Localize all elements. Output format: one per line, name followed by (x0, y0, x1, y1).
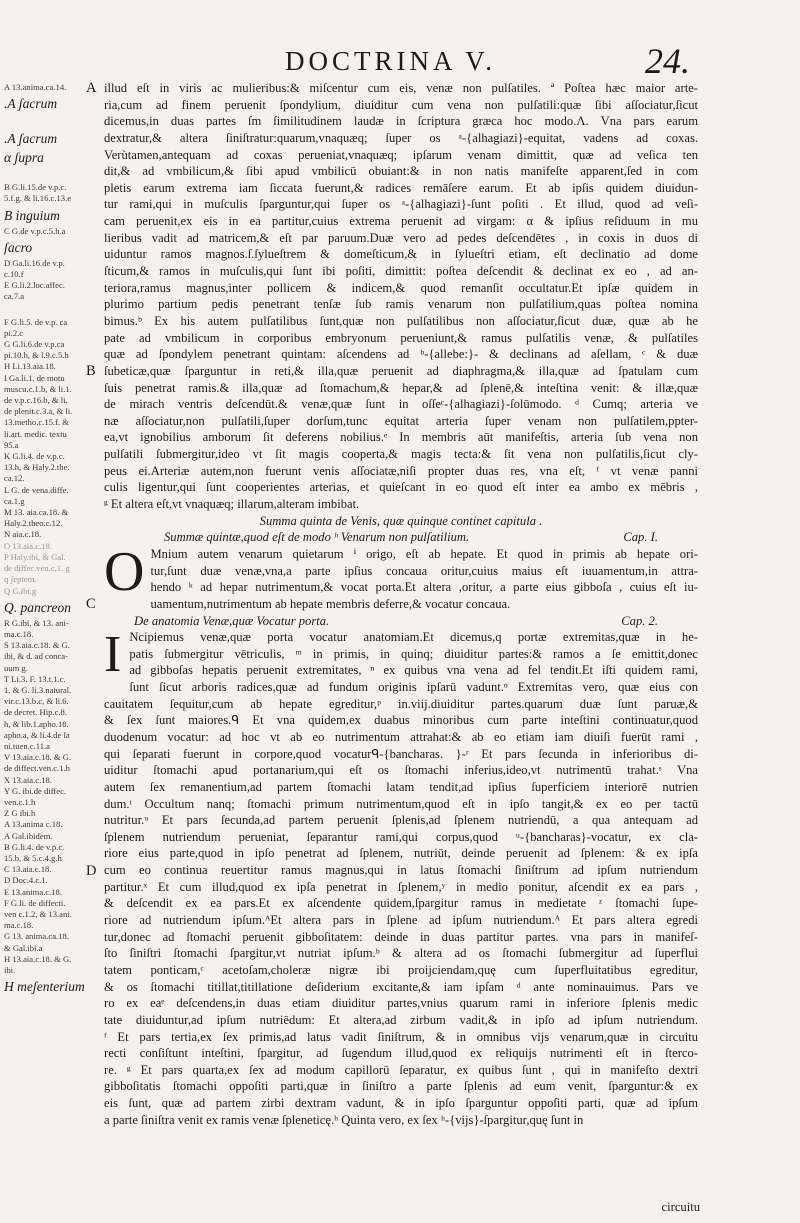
summa-heading: Summa quinta de Venis, quæ quinque continet capitula . (259, 513, 543, 528)
margin-note: R G.ibi, & 13. ani- (4, 617, 69, 628)
column-letter: C (86, 596, 96, 613)
margin-note: N aia.c.18. (4, 529, 42, 540)
chapter-1-lines (104, 546, 698, 613)
margin-note: E G.li.2.loc.affec. (4, 280, 65, 291)
margin-note: B G.li.15.de v.p.c. (4, 182, 67, 193)
text-line: cauitatem ſequitur,cum ab hepate egreditur,ᵖ in.viij.diuiditur partes.quarum duæ ſunt paruæ,& (104, 696, 698, 711)
margin-notes (4, 82, 102, 997)
margin-note (4, 303, 102, 317)
text-line: ſticum,& ramos in muſculis,qui ſunt ibi poſiti, dimittit: poſtea deſcendit & declinat ex eo , ad an- (104, 264, 698, 279)
chapter-2-body (104, 629, 698, 1128)
text-line: & ſex ſunt maiores.ᑫ Et vna quidem,ex duabus minoribus cum parte inteſtini continuatur,quod (104, 713, 698, 728)
catchword: circuitu (661, 1200, 700, 1214)
text-line: tate diuiduntur,ad ipſum nutriēdum: Et altera,ad zirbum vadit,& in ipſo ad ipſum nutriendum. (104, 1012, 698, 1027)
text-line: uamentum,nutrimentum ab hepate membris deferre,& vocatur concaua. (150, 596, 511, 611)
margin-note: Z G ibi.h (4, 808, 36, 819)
margin-note: Y G. ibi.de diffec. (4, 785, 67, 796)
margin-note: apho.a, & li.4.de ſa (4, 729, 70, 740)
text-line: Ncipiemus venæ,quæ porta vocatur anatomiam.Et dicemus,q portæ extremitas,quæ in he- (129, 630, 698, 645)
margin-note: 5.f.g. & li.16.c.13.e (4, 193, 72, 204)
text-line: tur rami,qui in muſculis ſparguntur,qui ſuper os ᵃ-{alhagiazi}-ſunt poſiti . Et illud, quod ad veſi- (104, 197, 698, 212)
text-line: ſuis penetrat ramis.& illa,quæ ad ſtomachum,& hepar,& ad ſplenē,& inteſtina venit: & illæ,quæ (104, 380, 698, 395)
margin-note: ni.tuen.c.11.a (4, 740, 50, 751)
chapter-2-label: Cap. 2. (621, 613, 658, 628)
text-line: de mirach ventris deſcendūt.& venæ,quæ ſunt in oſſeᶜ-{alhagiazi}-ſolūmodo. ᵈ Cumq; arteria ve (104, 397, 698, 412)
text-line: cam peruenit,ex eis in ea partitur,cuius extrema peruenit ad virgam: α & ipſius reſiduum in mu (104, 214, 698, 229)
margin-note: V 13.aia.c.18. & G. (4, 752, 72, 763)
margin-note: G G.li.6.de v.p.ca (4, 339, 65, 350)
margin-note: de diffect.ven.c.1.h (4, 763, 70, 774)
text-line: ad gibboſas hepatis peruenit extremitates, ⁿ ex quibus vna vena ad fel tendit.Et iſti quidem rami, (129, 663, 698, 678)
chapter-1-dropcap: O (104, 545, 145, 603)
margin-note: 95.a (4, 439, 19, 450)
margin-note: de diffec.ven.c.1. g (4, 563, 70, 574)
margin-note-list (4, 95, 102, 995)
text-line: autem ſex remanentium,ad partem ſtomachi latam tendit,ad ipſius ſuperficiem interiorē nutrien (104, 779, 698, 794)
text-line: duodenum vocatur: ad hoc vt ab eo nutrimentum attrahat:& ab eo etiam iam diuiſi fuerūt rami , (104, 729, 698, 744)
margin-note (4, 114, 102, 128)
margin-note: H meʃenterium (4, 979, 85, 995)
text-line: patis ſubmergitur vētriculis, ᵐ in primis, in quinq; diuiditur partes:& ramos a ſe emittit,donec (129, 646, 698, 661)
column-letter: D (86, 862, 97, 879)
margin-note: O 13.aia.c.18. (4, 540, 52, 551)
margin-note: K G.li.4. de v.p.c. (4, 451, 65, 462)
text-line: Mnium autem venarum quietarum ⁱ origo, eſt ab hepate. Et quod in primis ab hepate ori- (150, 546, 698, 561)
margin-note: .A ʃacrum (4, 96, 58, 112)
margin-note: L G. de vena.diffe. (4, 484, 69, 495)
text-line: a parte ſiniſtra venit ex ramis venæ ſpleneticę.ʰ Quinta vero, ex ſex ʰ-{vijs}-ſpargitur,quę ſunt in (104, 1112, 584, 1127)
margin-note: F G.li.5. de v.p. ca (4, 316, 68, 327)
text-line: tur,donec ad ſtomachi peruenit gibboſitatem: deinde in duas partitur partes. vna pars in manifeſ- (104, 929, 698, 944)
margin-note: vir.c.13.b.c, & li.6. (4, 696, 69, 707)
margin-note: de v.p.c.16.b, & li. (4, 395, 68, 406)
margin-note: ven c.1.2, & 13.ani. (4, 908, 72, 919)
margin-note: T Li.3. F. 13.t.1.c. (4, 673, 66, 684)
text-line: peus ei.Arteriæ autem,non fuerunt venis aſſociatæ,niſi propter duas res, vna eſt, ᶠ vt venæ panni (104, 463, 698, 478)
margin-note: ca.1.g (4, 495, 25, 506)
column-letter: B (86, 363, 96, 380)
margin-note: pi.2.c (4, 327, 24, 338)
chapter-2-lines (104, 629, 698, 1128)
text-line: re. ᵍ Et pars quarta,ex ſex ad modum capillorū ſeparatur, ex quibus ſunt , qui in manifeſto dextri (104, 1062, 698, 1077)
margin-note: X 13.aia.c.18. (4, 774, 52, 785)
margin-note: C G.de v.p.c.5.h.a (4, 225, 66, 236)
margin-note: ma.c.18. (4, 920, 34, 931)
paragraph-arteries (104, 80, 698, 513)
text-line: dextratur,& altera ſiniſtratur:quarum,vnaquæq; ſuper os ᵃ-{alhagiazi}-equitat, vadens ad coxas. (104, 130, 698, 145)
text-line: pulſatili ſubmergitur,ideo vt ſit magis cooperta,& magis tecta:& ſit vena non pulſatilis,ſicut cly- (104, 447, 698, 462)
margin-note: S 13.aia.c.18. & G. (4, 640, 70, 651)
margin-note: .A ʃacrum (4, 131, 58, 147)
text-line: riore ad nutriendum ipſum.ᴬEt altera pars in ſplene ad ipſum nutriendum.ᴬ Et pars altera egredi (104, 913, 698, 928)
text-line: pate ad vmbilicum in corporibus embryonum perueniunt,& ramus pulſatilis venæ, & pulſatiles (104, 330, 698, 345)
chapter-1-title: Summæ quintæ,quod eſt de modo ʰ Venarum non pulſatilium. (164, 530, 470, 545)
margin-note: q ʃeptem. (4, 574, 37, 585)
margin-note: C 13.aia.c.18. (4, 864, 52, 875)
text-line: dit,& ad vmbilicum,& ſibi apud vmbilicū obuiant:& in non natis manifeſte apparent,ſed in com (104, 164, 698, 179)
text-line: qui ſeparati fuerunt in corpore,quod vocaturᑫ-{bancharas. }-ʳ Et pars ſecunda in inferioribus di- (104, 746, 698, 761)
text-line: tatem ponticam,ᶜ acetoſam,choleræ nigræ ibi proijciendam,quę cum ſuperfluitatibus egreditur, (104, 962, 698, 977)
margin-note: M 13. aia.ca.18. & (4, 507, 69, 518)
page-header (100, 41, 690, 81)
margin-note: 13.h, & Haly.2.the. (4, 462, 70, 473)
text-line: ea,vt ignobilius amborum ſit deferens nobilius.ᵉ In membris aūt manifeſtis, arteria ſub vena non (104, 430, 698, 445)
margin-note: ibi, & d. ad conca- (4, 651, 68, 662)
column-letter: A (86, 80, 97, 96)
text-line: pletis earum extrema iam ſiccata fuerunt,& radices remāſere earum. Et ab ipſis quidem diuidun- (104, 180, 698, 195)
margin-note: ven.c.1.h (4, 796, 36, 807)
margin-note: muscu.c.1.b, & li.1. (4, 383, 72, 394)
margin-note: D Ga.li.16.de v.p. (4, 257, 65, 268)
margin-note: 13.metho.c.15.f. & (4, 417, 69, 428)
chapter-1-heading (104, 529, 698, 546)
margin-note: ma.c.18. (4, 628, 34, 639)
text-line: uiduntur ramos magnos.ſ.ſylueſtrem & domeſticum,& in ſylueſtri etiam, eſt declinatio ad dome (104, 247, 698, 262)
margin-note: 1. & G. li.3.natural. (4, 684, 72, 695)
text-line: Verùtamen,antequam ad coxas perueniat,vnaquæq; ipſarum venam dimittit, quæ ad veſica ten (104, 147, 698, 162)
text-line: riore eius parte,quod in ipſo penetrat ad ſplenem, nutriūt, deinde peruenit ad ſplenem: & ex ipſa (104, 846, 698, 861)
margin-note: B G.li.4. de v.p.c. (4, 841, 65, 852)
margin-note: de decret. Hip.c.8. (4, 707, 67, 718)
text-line: dicemus,in duas partes ſm ſimilitudinem laudæ in ſcriptura græca hoc modo.Λ. Vna pars earum (104, 114, 698, 129)
margin-note: A 13.anima c.18. (4, 819, 63, 830)
text-line: partitur.ˣ Et cum illud,quod ex ipſa penetrat in ſplenem,ʸ in medio ponitur, aſcendit ex ea pars , (104, 879, 698, 894)
margin-note: c.10.f (4, 269, 24, 280)
chapter-2-dropcap: I (104, 629, 122, 684)
margin-note: H Li.13.aia.18. (4, 361, 56, 372)
chapter-2-title: De anatomia Venæ,quæ Vocatur porta. (134, 613, 330, 628)
text-line: teriora,ramus magnus,inter pollicem & indicem,& quod remanſit occultatur.Et ipſæ quidem in (104, 280, 698, 295)
margin-note: uum g. (4, 662, 28, 673)
text-line: plurimo partium pedis penetrant tenſæ ſub ramis venarum non pulſatilium,quas poſtea nomina (104, 297, 698, 312)
margin-note: ca.7.a (4, 291, 25, 302)
text-line: gibboſitatis ſtomachi oppoſiti parti,quæ in ſiniſtro a parte ſplenis ad eum venit, ſparguntur:& ex (104, 1079, 698, 1094)
text-line: hendo ᵏ ad hepar nutrimentum,& vocat porta.Et altera ,oritur, a parte eius gibboſa , cuius eſt iu- (150, 580, 698, 595)
text-line: ᶠ Et pars tertia,ex ſex primis,ad latus vadit ſiniſtrum, & in omnibus vijs venarum,quæ in circuitu (104, 1029, 698, 1044)
margin-note: Haly.2.theo.c.12. (4, 518, 63, 529)
text-line: ria,cum ad finem peruenit ſpondylium, diuiditur cum vena non pulſatili:quæ ſibi aſſociatur,ſicut (104, 97, 698, 112)
margin-note: A Gal.ibidem. (4, 830, 53, 841)
margin-note: A 13.anima.ca.14. (4, 82, 67, 92)
text-line: ſto ſiniſtri ſtomachi ſpargitur,vt nutriat ipſum.ᵇ & altera ad os ſtomachi ſubmergitur ad ſuperflui (104, 946, 698, 961)
text-line: tur,ſunt duæ venæ,vna,a parte ipſius concaua oritur,cuius maius eſt iuuamentum,in attra- (150, 563, 698, 578)
text-line: & deſcendit ex ea pars.Et ex aſcendente quidem,ſpargitur ramus in medietate ᶻ ſtomachi ſupe- (104, 896, 698, 911)
margin-note: h, & lib.1.apho.18. (4, 718, 69, 729)
margin-note: li.art. medic. textu (4, 428, 67, 439)
margin-note: F G.li. de diffecti. (4, 897, 66, 908)
margin-note: & Gal.ibi.a (4, 942, 43, 953)
margin-note: Q. pancreon (4, 599, 71, 615)
text-line: eis ſunt, quæ ad partem zirbi dextram vadunt, & in ipſo ſparguntur oppoſiti parti, quæ ad ipſum (104, 1096, 698, 1111)
running-title: DOCTRINA V. (285, 46, 497, 76)
text-line: ᵍ Et altera eſt,vt vnaquæq; illarum,alteram imbibat. (104, 497, 360, 512)
margin-note: Q G.ibi.g (4, 585, 37, 596)
margin-note: E 13.anima.c.18. (4, 886, 62, 897)
margin-note: I Ga.li.1. de motu (4, 372, 65, 383)
text-line: næ aſſociatur,non pulſatili,ſuper dorſum,tunc equitat arteria ſuper venam non pulſatilem,ppter- (104, 413, 698, 428)
text-line: cum eo continua reuertitur ramus magnus,qui in latus ſtomachi ſiniſtrum ad ipſum nutriendum (104, 863, 698, 878)
text-line: ſubeticæ,quæ ſparguntur in reti,& illa,quæ peruenit ad diaphragma,& illa,quæ ad ſpatulam cum (104, 363, 698, 378)
folio-number: 24. (645, 41, 690, 81)
margin-note: α ʃupra (4, 150, 44, 166)
margin-note: D Doc.4.c.1. (4, 875, 48, 886)
margin-note (4, 168, 102, 182)
chapter-1-label: Cap. I. (623, 530, 658, 545)
main-text (104, 80, 698, 1128)
chapter-2-heading (104, 613, 698, 630)
text-line: bimus.ᵇ Ex his autem pulſatilibus ſunt,quæ non pulſatilibus non aſſociatur,ſicut duæ, quæ ab he (104, 313, 698, 328)
margin-note: G 13. anima.ca.18. (4, 931, 69, 942)
text-line: quæ ad ſpondylem penetrant quintam: aſcendens ad ᵇ-{allebe:}- & declinans ad aſellam, ᶜ & duæ (104, 347, 698, 362)
text-line: culis ligentur,qui ſunt cooperientes arterias, et quieſcant in eo quod eſt inter ea ambo ex mēbris , (104, 480, 698, 495)
margin-note: 15.b, & 5.c.4.g.h (4, 852, 62, 863)
text-line: nutritur.ᵘ Et pars ſecunda,ad partem peruenit ſplenis,ad ſplenem nutriendū, a qua antequam ad (104, 813, 698, 828)
margin-note: ca.12. (4, 473, 25, 484)
margin-note: H 13.aia.c.18. & G. (4, 953, 72, 964)
margin-note: P Haly.ibi, & Gal. (4, 551, 66, 562)
chapter-1-body (104, 546, 698, 613)
text-line: ſunt ſicut arboris radices,quæ ad fundum originis ipſarū vadunt.ᵒ Extremitas vero, quæ eius con (129, 680, 698, 695)
margin-note: pi.10.h, & l.9.c.5.h (4, 350, 69, 361)
text-line: recti conſiſtunt inteſtini, ſpargitur, ad ſugendum illud,quod ex reliquijs nutrimenti eſt in ſterco- (104, 1046, 698, 1061)
text-line: & os ſtomachi titillat,titillatione deſiderium excitante,& iam ipſam ᵈ ante nominauimus. Pars ve (104, 979, 698, 994)
text-line: illud eſt in viris ac mulieribus:& miſcentur cum eis, venæ non pulſatiles. ª Poſtea hæc maior arte- (104, 81, 698, 95)
margin-note: B inguium (4, 207, 60, 223)
margin-note: ibi. (4, 965, 16, 975)
text-line: dum.ᵗ Occultum nanq; ſtomachi primum nutrimentum,quod eſt in ipſo tangit,& ex eo per tactū (104, 796, 698, 811)
text-line: uiditur ſtomachi apud portanarium,qui eſt os ſtomachi inferius,ideo,vt nutrimentū trahat.ˢ Vna (104, 763, 698, 778)
margin-note: ʃacro (4, 239, 33, 255)
text-line: lieribus vadit ad matricem,& eſt par paruum.Duæ vero ad pedes deſcendētes , in coxis in duos di (104, 230, 698, 245)
text-line: ro ex eaᵉ deſcendens,in duas etiam diuiditur partes,vnius quarum rami in inferiore ſplenis medic (104, 996, 698, 1011)
margin-note: de plenit.c.3.a, & li. (4, 406, 73, 417)
text-line: ſplenem nutriendum perueniat, ſeparantur rami,qui corpus,quod ᵘ-{bancharas}-vocatur, ex cla- (104, 829, 698, 844)
